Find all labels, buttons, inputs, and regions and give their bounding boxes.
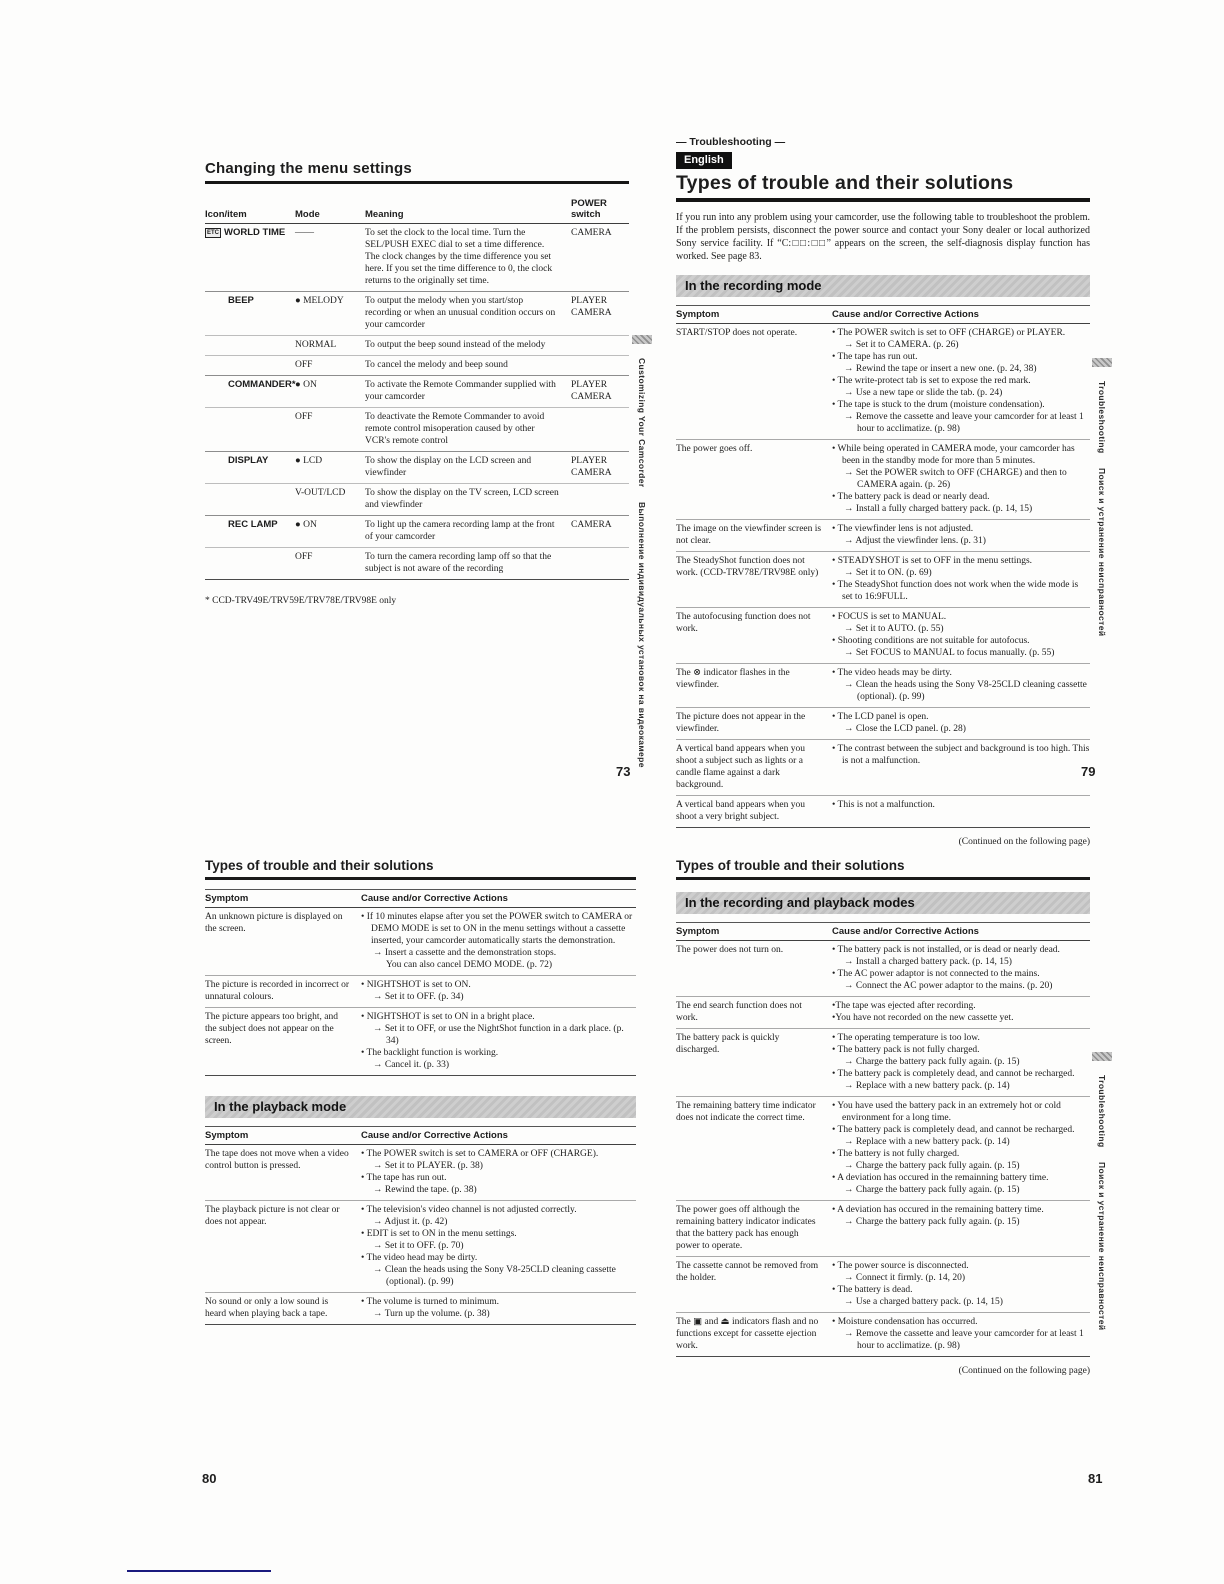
table-row xyxy=(676,1312,1090,1356)
meaning-text: To turn the camera recording lamp off so that the subject is not aware of the recording xyxy=(365,552,552,574)
cause-line: • The viewfinder lens is not adjusted. xyxy=(832,523,974,534)
cause-line: • The LCD panel is open. xyxy=(832,711,929,722)
cause-line: → Insert a cassette and the demonstration stops. xyxy=(373,947,557,958)
cause-line: • The tape has run out. xyxy=(832,351,918,362)
sidebar-text-en: Troubleshooting xyxy=(1097,1075,1107,1148)
symptom: No sound or only a low sound is heard when playing back a tape. xyxy=(205,1296,329,1319)
power-switch-value: PLAYER CAMERA xyxy=(571,380,612,402)
table-row xyxy=(676,519,1090,551)
symptom: A vertical band appears when you shoot a subject such as lights or a candle flame against a dark background. xyxy=(676,743,805,790)
trouble-table-playback xyxy=(205,1126,636,1325)
page-number-73: 73 xyxy=(616,764,631,779)
symptom: The SteadyShot function does not work. (CCD-TRV78E/TRV98E only) xyxy=(676,555,819,578)
section-banner-playback-mode: In the playback mode xyxy=(205,1096,636,1118)
sidebar-text-ru: Поиск и устранение неисправностей xyxy=(1097,1161,1107,1331)
menu-sub-row xyxy=(205,547,629,579)
col-cause: Cause and/or Corrective Actions xyxy=(361,892,508,904)
cause-line: → Use a new tape or slide the tab. (p. 24) xyxy=(844,387,1003,398)
causes xyxy=(832,743,1090,791)
col-symptom: Symptom xyxy=(205,1129,249,1141)
table-row xyxy=(676,739,1090,795)
cause-line: • The POWER switch is set to CAMERA or OFF (CHARGE). xyxy=(361,1148,599,1159)
cause-line: → Set the POWER switch to OFF (CHARGE) and then to CAMERA again. (p. 26) xyxy=(844,467,1067,490)
cause-line: → Set FOCUS to MANUAL to focus manually. (p. 55) xyxy=(844,647,1055,658)
trouble-table-continued xyxy=(205,889,636,1076)
cause-line: • NIGHTSHOT is set to ON. xyxy=(361,979,471,990)
mode-value: —— xyxy=(295,228,314,238)
item-label: WORLD TIME xyxy=(224,227,286,238)
table-row xyxy=(676,324,1090,439)
title-rule xyxy=(205,877,636,880)
symptom: The power goes off. xyxy=(676,443,753,454)
cause-line: • A deviation has occured in the remaining battery time. xyxy=(832,1204,1044,1215)
cause-line: → Set it to OFF. (p. 34) xyxy=(373,991,464,1002)
page-73 xyxy=(205,160,629,606)
page-title: Types of trouble and their solutions xyxy=(205,858,434,873)
cause-line: • NIGHTSHOT is set to ON in a bright place. xyxy=(361,1011,535,1022)
meaning-text: To output the melody when you start/stop recording or when an unusual condition occurs on your camcorder xyxy=(365,296,556,330)
causes xyxy=(832,799,1090,823)
continued-note: (Continued on the following page) xyxy=(958,836,1090,847)
causes xyxy=(832,667,1090,703)
cause-line: • A deviation has occured in the remainning battery time. xyxy=(832,1172,1049,1183)
col-meaning: Meaning xyxy=(365,209,404,220)
causes xyxy=(832,1032,1090,1092)
trouble-table-recording xyxy=(676,305,1090,828)
cause-line: → Install a charged battery pack. (p. 14, 15) xyxy=(844,956,1012,967)
power-switch-value: CAMERA xyxy=(571,520,612,530)
causes xyxy=(361,1296,636,1320)
table-row xyxy=(676,707,1090,739)
table-row xyxy=(676,607,1090,663)
cause-line: • The volume is turned to minimum. xyxy=(361,1296,499,1307)
causes xyxy=(832,1204,1090,1252)
cause-line: • The power source is disconnected. xyxy=(832,1260,969,1271)
meaning-text: To light up the camera recording lamp at the front of your camcorder xyxy=(365,520,555,542)
cause-line: → Close the LCD panel. (p. 28) xyxy=(844,723,966,734)
title-rule xyxy=(676,198,1090,202)
item-name xyxy=(205,227,295,287)
table-row xyxy=(205,1145,636,1200)
menu-sub-row xyxy=(205,224,629,291)
table-header xyxy=(676,305,1090,324)
section-tab-marker xyxy=(1092,358,1112,367)
mode-value: NORMAL xyxy=(295,340,337,350)
cause-line: → Connect the AC power adaptor to the mains. (p. 20) xyxy=(844,980,1053,991)
sidebar-text-ru: Выполнение индивидуальных установок на видеокамере xyxy=(637,501,647,768)
sidebar-text-en: Troubleshooting xyxy=(1097,381,1107,454)
symptom: The ▣ and ⏏ indicators flash and no functions except for cassette ejection work. xyxy=(676,1316,819,1351)
cause-line: → Connect it firmly. (p. 14, 20) xyxy=(844,1272,966,1283)
cause-line: • The battery pack is not installed, or is dead or nearly dead. xyxy=(832,944,1060,955)
symptom: The image on the viewfinder screen is not clear. xyxy=(676,523,822,546)
cause-line: → Clean the heads using the Sony V8-25CLD cleaning cassette (optional). (p. 99) xyxy=(844,679,1087,702)
causes xyxy=(832,443,1090,515)
cause-line: • The battery pack is completely dead, and cannot be recharged. xyxy=(832,1068,1075,1079)
table-row xyxy=(676,795,1090,827)
menu-sub-row xyxy=(205,452,629,483)
page-title: Types of trouble and their solutions xyxy=(676,858,905,873)
item-label: BEEP xyxy=(228,295,254,306)
page-81 xyxy=(676,858,1090,1376)
cause-line: → Charge the battery pack fully again. (p. 15) xyxy=(844,1216,1020,1227)
section-banner-recording-playback: In the recording and playback modes xyxy=(676,892,1090,914)
cause-line: • The write-protect tab is set to expose the red mark. xyxy=(832,375,1031,386)
causes xyxy=(832,327,1090,435)
symptom: The picture does not appear in the viewfinder. xyxy=(676,711,806,734)
symptom: An unknown picture is displayed on the screen. xyxy=(205,911,343,934)
causes xyxy=(361,979,636,1003)
table-header xyxy=(205,889,636,908)
power-switch-value: CAMERA xyxy=(571,228,612,238)
table-row xyxy=(676,551,1090,607)
cause-line: • The video head may be dirty. xyxy=(361,1252,478,1263)
cause-line: → Set it to CAMERA. (p. 26) xyxy=(844,339,959,350)
symptom: The power goes off although the remaining battery indicator indicates that the battery pack has enough power to operate. xyxy=(676,1204,816,1251)
cause-line: → Charge the battery pack fully again. (p. 15) xyxy=(844,1184,1020,1195)
menu-item-commander xyxy=(205,375,629,451)
continued-note: (Continued on the following page) xyxy=(958,1365,1090,1376)
table-row xyxy=(205,1292,636,1324)
page-number-80: 80 xyxy=(202,1471,217,1486)
table-row xyxy=(205,1007,636,1075)
cause-line: • The battery is dead. xyxy=(832,1284,913,1295)
page-79 xyxy=(676,136,1090,847)
cause-line: → Remove the cassette and leave your camcorder for at least 1 hour to acclimatize. (p. 98) xyxy=(844,1328,1084,1351)
causes xyxy=(361,1204,636,1288)
causes xyxy=(832,1000,1090,1024)
meaning-text: To cancel the melody and beep sound xyxy=(365,360,508,370)
menu-item-rec-lamp xyxy=(205,515,629,579)
cause-line: • The operating temperature is too low. xyxy=(832,1032,980,1043)
power-switch-value: PLAYER CAMERA xyxy=(571,456,612,478)
meaning-text: To deactivate the Remote Commander to avoid remote control misoperation caused by other VCR's remote control xyxy=(365,412,545,446)
sidebar-troubleshooting-top xyxy=(1092,358,1112,636)
symptom: The picture appears too bright, and the subject does not appear on the screen. xyxy=(205,1011,338,1046)
menu-item-display xyxy=(205,451,629,515)
meaning-text: To activate the Remote Commander supplied with your camcorder xyxy=(365,380,556,402)
cause-line: • Shooting conditions are not suitable for autofocus. xyxy=(832,635,1030,646)
col-cause: Cause and/or Corrective Actions xyxy=(832,925,979,937)
meaning-text: To show the display on the LCD screen and viewfinder xyxy=(365,456,532,478)
cause-line: • The AC power adaptor is not connected to the mains. xyxy=(832,968,1040,979)
cause-line: → Turn up the volume. (p. 38) xyxy=(373,1308,490,1319)
cause-line: → Charge the battery pack fully again. (p. 15) xyxy=(844,1160,1020,1171)
table-row xyxy=(676,439,1090,519)
sidebar-troubleshooting-bottom xyxy=(1092,1052,1112,1330)
meaning-text: To set the clock to the local time. Turn the SEL/PUSH EXEC dial to set a time difference. The clock changes by the time difference you set here. If you set the time difference to 0, the clock returns to the originally set time. xyxy=(365,228,553,286)
cause-line: → Use a charged battery pack. (p. 14, 15) xyxy=(844,1296,1003,1307)
section-tab-marker xyxy=(1092,1052,1112,1061)
cause-line: • The contrast between the subject and background is too high. This is not a malfunction. xyxy=(832,743,1090,766)
cause-line: → Replace with a new battery pack. (p. 14) xyxy=(844,1080,1010,1091)
mode-value: OFF xyxy=(295,552,313,562)
cause-line: • While being operated in CAMERA mode, your camcorder has been in the standby mode for more than 5 minutes. xyxy=(832,443,1075,466)
symptom: The power does not turn on. xyxy=(676,944,784,955)
table-row xyxy=(676,663,1090,707)
col-symptom: Symptom xyxy=(205,892,249,904)
page-number-79: 79 xyxy=(1081,764,1096,779)
menu-sub-row xyxy=(205,355,629,375)
menu-settings-table xyxy=(205,196,629,580)
title-rule xyxy=(205,181,629,184)
table-row xyxy=(676,941,1090,996)
meaning-text: To output the beep sound instead of the melody xyxy=(365,340,546,350)
causes xyxy=(832,1316,1090,1352)
cause-line: → Set it to OFF, or use the NightShot function in a dark place. (p. 34) xyxy=(373,1023,624,1046)
item-label: DISPLAY xyxy=(228,455,269,466)
table-row xyxy=(205,1200,636,1292)
mode-value: ● MELODY xyxy=(295,296,344,306)
cause-line: • The battery pack is dead or nearly dead. xyxy=(832,491,990,502)
item-label: COMMANDER* xyxy=(228,379,296,390)
cause-line: • Moisture condensation has occurred. xyxy=(832,1316,978,1327)
cause-line: → Adjust the viewfinder lens. (p. 31) xyxy=(844,535,986,546)
mode-value: ● ON xyxy=(295,520,317,530)
causes xyxy=(832,944,1090,992)
cause-line: • The television's video channel is not adjusted correctly. xyxy=(361,1204,577,1215)
symptom: START/STOP does not operate. xyxy=(676,327,798,338)
cause-line: → Replace with a new battery pack. (p. 14) xyxy=(844,1136,1010,1147)
causes xyxy=(361,911,636,971)
causes xyxy=(361,1011,636,1071)
causes xyxy=(832,611,1090,659)
cause-line: • The SteadyShot function does not work when the wide mode is set to 16:9FULL. xyxy=(832,579,1079,602)
mode-value: OFF xyxy=(295,412,313,422)
symptom: The picture is recorded in incorrect or unnatural colours. xyxy=(205,979,350,1002)
section-tab-marker xyxy=(632,335,652,344)
cause-line: • FOCUS is set to MANUAL. xyxy=(832,611,947,622)
col-icon-item: Icon/item xyxy=(205,209,247,220)
etc-icon: ETC xyxy=(207,230,219,236)
page-title: Types of trouble and their solutions xyxy=(676,172,1014,194)
symptom: The remaining battery time indicator does not indicate the correct time. xyxy=(676,1100,816,1123)
page-80 xyxy=(205,858,636,1325)
intro-paragraph: If you run into any problem using your camcorder, use the following table to troubleshoot the problem. If the problem persists, disconnect the power source and contact your Sony dealer or local authorized Sony service facility. If “C:□□:□□” appears on the screen, the self-diagnosis display function has worked. See page 83. xyxy=(676,211,1090,262)
table-header xyxy=(676,922,1090,941)
footnote: * CCD-TRV49E/TRV59E/TRV78E/TRV98E only xyxy=(205,596,397,606)
cause-line: → Cancel it. (p. 33) xyxy=(373,1059,449,1070)
causes xyxy=(832,555,1090,603)
table-row xyxy=(676,996,1090,1028)
menu-sub-row xyxy=(205,516,629,547)
cause-line: • The battery pack is not fully charged. xyxy=(832,1044,980,1055)
cause-line: • The tape is stuck to the drum (moisture condensation). xyxy=(832,399,1045,410)
symptom: The playback picture is not clear or does not appear. xyxy=(205,1204,340,1227)
table-row xyxy=(676,1028,1090,1096)
table-row xyxy=(205,975,636,1007)
mode-value: OFF xyxy=(295,360,313,370)
menu-sub-row xyxy=(205,335,629,355)
cause-line: → Set it to PLAYER. (p. 38) xyxy=(373,1160,483,1171)
table-header xyxy=(205,1126,636,1145)
cause-line: → Rewind the tape. (p. 38) xyxy=(373,1184,477,1195)
col-power-switch: POWER switch xyxy=(571,198,607,220)
cause-line: → Set it to OFF. (p. 70) xyxy=(373,1240,464,1251)
mode-value: V-OUT/LCD xyxy=(295,488,346,498)
symptom: The battery pack is quickly discharged. xyxy=(676,1032,780,1055)
menu-item-world-time xyxy=(205,224,629,291)
item-label: REC LAMP xyxy=(228,519,278,530)
cause-line: → Set it to ON. (p. 69) xyxy=(844,567,932,578)
table-row xyxy=(676,1200,1090,1256)
power-switch-value: PLAYER CAMERA xyxy=(571,296,612,318)
mode-value: ● LCD xyxy=(295,456,323,466)
symptom: The end search function does not work. xyxy=(676,1000,802,1023)
footer-rule xyxy=(127,1570,271,1572)
cause-line: • You have used the battery pack in an extremely hot or cold environment for a long time. xyxy=(832,1100,1061,1123)
symptom: A vertical band appears when you shoot a very bright subject. xyxy=(676,799,805,822)
cause-line: → Install a fully charged battery pack. (p. 14, 15) xyxy=(844,503,1033,514)
cause-line: • The backlight function is working. xyxy=(361,1047,499,1058)
section-banner-recording-mode: In the recording mode xyxy=(676,275,1090,297)
sidebar-text-en: Customizing Your Camcorder xyxy=(637,358,647,488)
cause-line: • STEADYSHOT is set to OFF in the menu settings. xyxy=(832,555,1033,566)
cause-line: You can also cancel DEMO MODE. (p. 72) xyxy=(386,959,553,970)
menu-table-header xyxy=(205,196,629,224)
table-row xyxy=(676,1256,1090,1312)
sidebar-customizing xyxy=(632,335,652,767)
table-row xyxy=(205,908,636,975)
col-mode: Mode xyxy=(295,209,320,220)
page-number-81: 81 xyxy=(1088,1471,1103,1486)
menu-sub-row xyxy=(205,483,629,515)
causes xyxy=(361,1148,636,1196)
symptom: The cassette cannot be removed from the holder. xyxy=(676,1260,819,1283)
menu-sub-row xyxy=(205,407,629,451)
symptom: The ⊗ indicator flashes in the viewfinder. xyxy=(676,667,790,690)
cause-line: • This is not a malfunction. xyxy=(832,799,935,810)
cause-line: • The battery pack is completely dead, and cannot be recharged. xyxy=(832,1124,1075,1135)
mode-value: ● ON xyxy=(295,380,317,390)
cause-line: • If 10 minutes elapse after you set the POWER switch to CAMERA or DEMO MODE is set to ON in the menu settings without a cassette inserted, your camcorder automatically starts the demonstration. xyxy=(361,911,633,946)
cause-line: → Clean the heads using the Sony V8-25CLD cleaning cassette (optional). (p. 99) xyxy=(373,1264,616,1287)
cause-line: •The tape was ejected after recording. xyxy=(832,1000,976,1011)
causes xyxy=(832,711,1090,735)
breadcrumb: — Troubleshooting — xyxy=(676,136,786,148)
cause-line: • The POWER switch is set to OFF (CHARGE) or PLAYER. xyxy=(832,327,1066,338)
cause-line: → Charge the battery pack fully again. (p. 15) xyxy=(844,1056,1020,1067)
menu-sub-row xyxy=(205,376,629,407)
menu-sub-row xyxy=(205,292,629,335)
causes xyxy=(832,523,1090,547)
cause-line: → Adjust it. (p. 42) xyxy=(373,1216,448,1227)
symptom: The tape does not move when a video control button is pressed. xyxy=(205,1148,349,1171)
cause-line: → Set it to AUTO. (p. 55) xyxy=(844,623,944,634)
cause-line: •You have not recorded on the new cassette yet. xyxy=(832,1012,1014,1023)
symptom: The autofocusing function does not work. xyxy=(676,611,811,634)
col-cause: Cause and/or Corrective Actions xyxy=(361,1129,508,1141)
cause-line: • The tape has run out. xyxy=(361,1172,447,1183)
cause-line: → Rewind the tape or insert a new one. (p. 24, 38) xyxy=(844,363,1037,374)
trouble-table-recording-playback xyxy=(676,922,1090,1357)
meaning-text: To show the display on the TV screen, LCD screen and viewfinder xyxy=(365,488,559,510)
cause-line: → Remove the cassette and leave your camcorder for at least 1 hour to acclimatize. (p. 98) xyxy=(844,411,1084,434)
table-row xyxy=(676,1096,1090,1200)
title-rule xyxy=(676,877,1090,880)
menu-item-beep xyxy=(205,291,629,375)
causes xyxy=(832,1100,1090,1196)
cause-line: • EDIT is set to ON in the menu settings. xyxy=(361,1228,517,1239)
col-cause: Cause and/or Corrective Actions xyxy=(832,308,979,320)
cause-line: • The battery is not fully charged. xyxy=(832,1148,960,1159)
cause-line: • The video heads may be dirty. xyxy=(832,667,952,678)
col-symptom: Symptom xyxy=(676,308,720,320)
language-badge: English xyxy=(676,152,732,169)
sidebar-text-ru: Поиск и устранение неисправностей xyxy=(1097,467,1107,637)
col-symptom: Symptom xyxy=(676,925,720,937)
causes xyxy=(832,1260,1090,1308)
page-title: Changing the menu settings xyxy=(205,160,412,177)
